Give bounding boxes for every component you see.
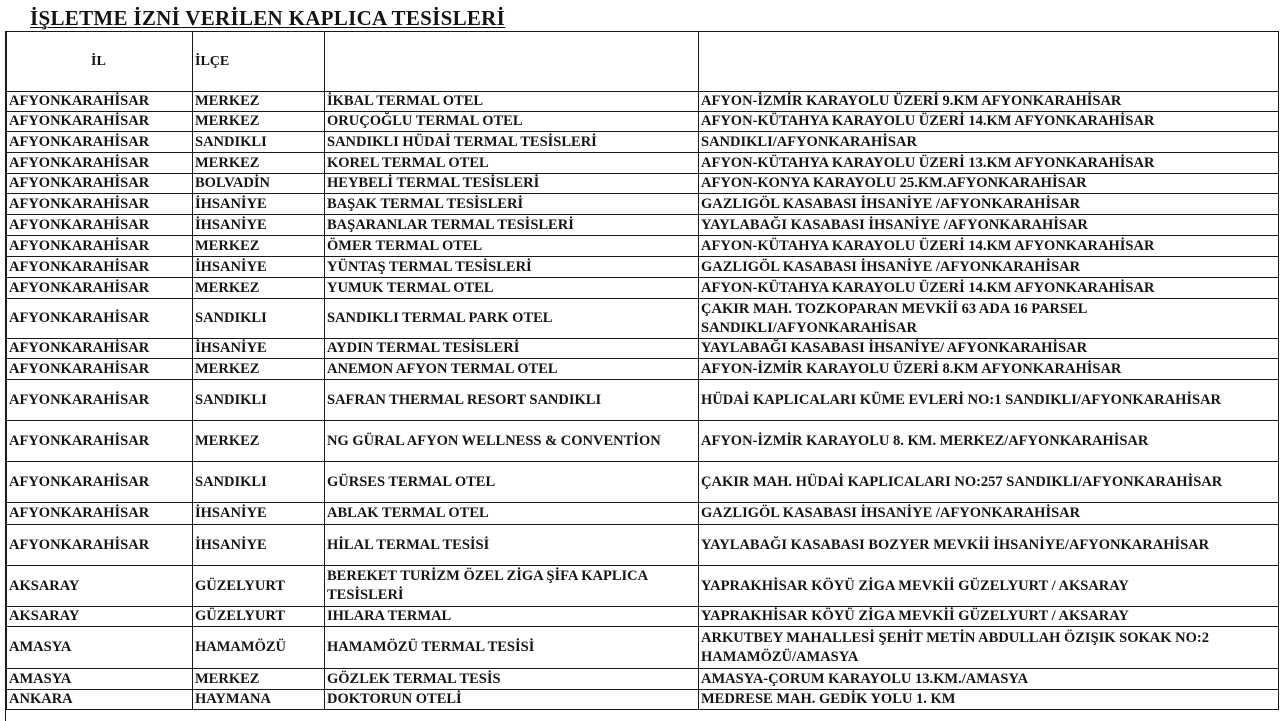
header-address [699, 32, 1279, 92]
row-province: AFYONKARAHİSAR [7, 359, 193, 380]
row-district: GÜZELYURT [193, 607, 325, 627]
row-district: MERKEZ [193, 112, 325, 132]
facility-table [6, 31, 1279, 710]
row-facility: HAMAMÖZÜ TERMAL TESİSİ [325, 627, 699, 669]
table-row [7, 299, 1279, 339]
table-row [7, 236, 1279, 257]
row-address: AFYON-KÜTAHYA KARAYOLU ÜZERİ 13.KM AFYONKARAHİSAR [699, 153, 1279, 174]
row-facility: HEYBELİ TERMAL TESİSLERİ [325, 174, 699, 194]
header-il [7, 32, 193, 92]
row-facility: SANDIKLI HÜDAİ TERMAL TESİSLERİ [325, 132, 699, 153]
table-row [7, 339, 1279, 359]
table-row [7, 132, 1279, 153]
row-facility: HİLAL TERMAL TESİSİ [325, 525, 699, 566]
row-address: MEDRESE MAH. GEDİK YOLU 1. KM [699, 690, 1279, 710]
row-facility: BAŞARANLAR TERMAL TESİSLERİ [325, 215, 699, 236]
row-address: AFYON-KÜTAHYA KARAYOLU ÜZERİ 14.KM AFYONKARAHİSAR [699, 112, 1279, 132]
facility-table-body [7, 32, 1279, 710]
row-address: YAYLABAĞI KASABASI BOZYER MEVKİİ İHSANİYE/AFYONKARAHİSAR [699, 525, 1279, 566]
row-province: AFYONKARAHİSAR [7, 525, 193, 566]
row-province: AFYONKARAHİSAR [7, 153, 193, 174]
row-facility: DOKTORUN OTELİ [325, 690, 699, 710]
row-province: AFYONKARAHİSAR [7, 174, 193, 194]
table-row [7, 278, 1279, 299]
row-district: SANDIKLI [193, 380, 325, 421]
row-facility: BAŞAK TERMAL TESİSLERİ [325, 194, 699, 215]
row-facility: ABLAK TERMAL OTEL [325, 503, 699, 525]
row-facility: AYDIN TERMAL TESİSLERİ [325, 339, 699, 359]
table-row [7, 112, 1279, 132]
row-address: YAYLABAĞI KASABASI İHSANİYE/ AFYONKARAHİSAR [699, 339, 1279, 359]
table-row [7, 380, 1279, 421]
row-province: AKSARAY [7, 566, 193, 607]
table-row [7, 607, 1279, 627]
table-row [7, 153, 1279, 174]
header-ilce-label: İLÇE [195, 53, 230, 69]
row-address: AFYON-İZMİR KARAYOLU 8. KM. MERKEZ/AFYONKARAHİSAR [699, 421, 1279, 462]
table-row [7, 257, 1279, 278]
row-province: AFYONKARAHİSAR [7, 421, 193, 462]
row-facility: YÜNTAŞ TERMAL TESİSLERİ [325, 257, 699, 278]
row-province: AFYONKARAHİSAR [7, 462, 193, 503]
row-district: HAYMANA [193, 690, 325, 710]
row-address: ÇAKIR MAH. TOZKOPARAN MEVKİİ 63 ADA 16 PARSEL SANDIKLI/AFYONKARAHİSAR [699, 299, 1279, 339]
row-address: ARKUTBEY MAHALLESİ ŞEHİT METİN ABDULLAH ÖZIŞIK SOKAK NO:2 HAMAMÖZÜ/AMASYA [699, 627, 1279, 669]
row-district: BOLVADİN [193, 174, 325, 194]
table-row [7, 359, 1279, 380]
row-province: AFYONKARAHİSAR [7, 257, 193, 278]
row-district: İHSANİYE [193, 525, 325, 566]
row-district: MERKEZ [193, 236, 325, 257]
row-province: AFYONKARAHİSAR [7, 339, 193, 359]
row-district: MERKEZ [193, 278, 325, 299]
row-address: GAZLIGÖL KASABASI İHSANİYE /AFYONKARAHİSAR [699, 503, 1279, 525]
row-district: İHSANİYE [193, 503, 325, 525]
row-district: GÜZELYURT [193, 566, 325, 607]
row-district: İHSANİYE [193, 257, 325, 278]
row-province: AFYONKARAHİSAR [7, 236, 193, 257]
header-ilce [193, 32, 325, 92]
row-facility: İKBAL TERMAL OTEL [325, 92, 699, 112]
row-district: SANDIKLI [193, 299, 325, 339]
row-district: SANDIKLI [193, 132, 325, 153]
table-row [7, 669, 1279, 690]
table-row [7, 421, 1279, 462]
row-province: AMASYA [7, 627, 193, 669]
row-province: AFYONKARAHİSAR [7, 194, 193, 215]
row-facility: ÖMER TERMAL OTEL [325, 236, 699, 257]
row-district: MERKEZ [193, 92, 325, 112]
row-facility: SANDIKLI TERMAL PARK OTEL [325, 299, 699, 339]
row-district: HAMAMÖZÜ [193, 627, 325, 669]
row-address: SANDIKLI/AFYONKARAHİSAR [699, 132, 1279, 153]
row-address: GAZLIGÖL KASABASI İHSANİYE /AFYONKARAHİSAR [699, 257, 1279, 278]
row-facility: IHLARA TERMAL [325, 607, 699, 627]
table-row [7, 194, 1279, 215]
row-facility: ORUÇOĞLU TERMAL OTEL [325, 112, 699, 132]
row-province: AFYONKARAHİSAR [7, 299, 193, 339]
table-row [7, 215, 1279, 236]
row-facility: SAFRAN THERMAL RESORT SANDIKLI [325, 380, 699, 421]
table-row [7, 462, 1279, 503]
table-row [7, 566, 1279, 607]
row-province: AFYONKARAHİSAR [7, 278, 193, 299]
row-province: AFYONKARAHİSAR [7, 215, 193, 236]
row-district: İHSANİYE [193, 194, 325, 215]
row-district: SANDIKLI [193, 462, 325, 503]
row-district: MERKEZ [193, 421, 325, 462]
table-header-row [7, 32, 1279, 92]
row-address: AFYON-İZMİR KARAYOLU ÜZERİ 8.KM AFYONKARAHİSAR [699, 359, 1279, 380]
row-province: AMASYA [7, 669, 193, 690]
header-facility [325, 32, 699, 92]
row-district: İHSANİYE [193, 215, 325, 236]
row-province: AFYONKARAHİSAR [7, 132, 193, 153]
table-row [7, 174, 1279, 194]
row-address: AFYON-KONYA KARAYOLU 25.KM.AFYONKARAHİSAR [699, 174, 1279, 194]
row-district: İHSANİYE [193, 339, 325, 359]
row-district: MERKEZ [193, 669, 325, 690]
row-district: MERKEZ [193, 153, 325, 174]
row-province: AFYONKARAHİSAR [7, 503, 193, 525]
table-row [7, 627, 1279, 669]
row-facility: GÜRSES TERMAL OTEL [325, 462, 699, 503]
header-il-label: İL [91, 53, 106, 69]
row-facility: NG GÜRAL AFYON WELLNESS & CONVENTİON [325, 421, 699, 462]
row-province: AFYONKARAHİSAR [7, 380, 193, 421]
row-district: MERKEZ [193, 359, 325, 380]
row-province: AFYONKARAHİSAR [7, 112, 193, 132]
row-address: AMASYA-ÇORUM KARAYOLU 13.KM./AMASYA [699, 669, 1279, 690]
row-address: GAZLIGÖL KASABASI İHSANİYE /AFYONKARAHİSAR [699, 194, 1279, 215]
table-row [7, 503, 1279, 525]
row-province: AKSARAY [7, 607, 193, 627]
document-title: İŞLETME İZNİ VERİLEN KAPLICA TESİSLERİ [30, 6, 506, 30]
row-facility: ANEMON AFYON TERMAL OTEL [325, 359, 699, 380]
row-province: ANKARA [7, 690, 193, 710]
table-row [7, 525, 1279, 566]
row-facility: BEREKET TURİZM ÖZEL ZİGA ŞİFA KAPLICA TESİSLERİ [325, 566, 699, 607]
row-facility: KOREL TERMAL OTEL [325, 153, 699, 174]
row-address: YAYLABAĞI KASABASI İHSANİYE /AFYONKARAHİSAR [699, 215, 1279, 236]
row-address: AFYON-KÜTAHYA KARAYOLU ÜZERİ 14.KM AFYONKARAHİSAR [699, 236, 1279, 257]
row-address: AFYON-KÜTAHYA KARAYOLU ÜZERİ 14.KM AFYONKARAHİSAR [699, 278, 1279, 299]
table-row [7, 92, 1279, 112]
row-address: HÜDAİ KAPLICALARI KÜME EVLERİ NO:1 SANDIKLI/AFYONKARAHİSAR [699, 380, 1279, 421]
row-facility: GÖZLEK TERMAL TESİS [325, 669, 699, 690]
row-address: YAPRAKHİSAR KÖYÜ ZİGA MEVKİİ GÜZELYURT / AKSARAY [699, 607, 1279, 627]
table-row [7, 690, 1279, 710]
row-facility: YUMUK TERMAL OTEL [325, 278, 699, 299]
row-address: YAPRAKHİSAR KÖYÜ ZİGA MEVKİİ GÜZELYURT / AKSARAY [699, 566, 1279, 607]
row-address: AFYON-İZMİR KARAYOLU ÜZERİ 9.KM AFYONKARAHİSAR [699, 92, 1279, 112]
row-province: AFYONKARAHİSAR [7, 92, 193, 112]
row-address: ÇAKIR MAH. HÜDAİ KAPLICALARI NO:257 SANDIKLI/AFYONKARAHİSAR [699, 462, 1279, 503]
